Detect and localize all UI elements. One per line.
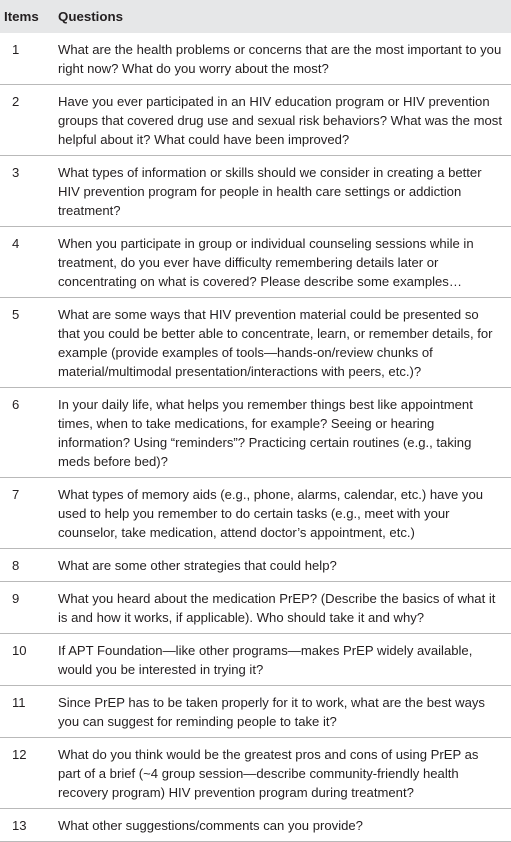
table-header <box>0 0 511 33</box>
item-number: 8 <box>12 558 20 573</box>
question-text: What are some other strategies that could help? <box>58 558 337 573</box>
item-number: 7 <box>12 487 20 502</box>
item-number: 1 <box>12 42 20 57</box>
header-row <box>0 0 511 33</box>
table-row <box>0 227 511 298</box>
item-number: 10 <box>12 643 27 658</box>
question-text: Since PrEP has to be taken properly for it to work, what are the best ways you can suggest for reminding people to take it? <box>58 695 485 729</box>
item-number: 4 <box>12 236 20 251</box>
header-items: Items <box>4 9 39 24</box>
item-number: 12 <box>12 747 27 762</box>
item-number: 3 <box>12 165 20 180</box>
table-row <box>0 33 511 85</box>
table-row <box>0 738 511 809</box>
table-row <box>0 634 511 686</box>
table-row <box>0 686 511 738</box>
table-row <box>0 549 511 582</box>
question-text: If APT Foundation—like other programs—makes PrEP widely available, would you be interested in trying it? <box>58 643 473 677</box>
question-text: In your daily life, what helps you remember things best like appointment times, when to take medications, for example? Seeing or hearing information? Using “reminders”? Practicing certain routines (e.g., taking meds before bed)? <box>58 397 473 469</box>
question-text: What are the health problems or concerns that are the most important to you right now? What do you worry about the most? <box>58 42 502 76</box>
item-number: 11 <box>12 695 26 710</box>
question-text: What types of memory aids (e.g., phone, alarms, calendar, etc.) have you used to help you remember to do certain tasks (e.g., meet with your counselor, take medication, attend doctor’s appointment, etc.) <box>58 487 484 540</box>
header-questions: Questions <box>58 9 124 24</box>
item-number: 2 <box>12 94 20 109</box>
table-row <box>0 582 511 634</box>
table-row <box>0 298 511 388</box>
question-text: What are some ways that HIV prevention material could be presented so that you could be better able to concentrate, learn, or remember details, for example (provide examples of tools—hands-on/review chunks of material/multimodal presentation/interactions with peers, etc.)? <box>58 307 493 379</box>
question-text: What do you think would be the greatest pros and cons of using PrEP as part of a brief (~4 group session—describe community-friendly health recovery program) HIV prevention program during treatment? <box>58 747 479 800</box>
item-number: 5 <box>12 307 20 322</box>
question-text: Have you ever participated in an HIV education program or HIV prevention groups that covered drug use and sexual risk behaviors? What was the most helpful about it? What could have been improved? <box>58 94 502 147</box>
question-text: What types of information or skills should we consider in creating a better HIV prevention program for people in health care settings or addiction treatment? <box>58 165 482 218</box>
table-row <box>0 156 511 227</box>
question-text: What other suggestions/comments can you provide? <box>58 818 363 833</box>
table-row <box>0 388 511 478</box>
table-row <box>0 809 511 842</box>
table-body <box>0 33 511 842</box>
item-number: 9 <box>12 591 20 606</box>
item-number: 6 <box>12 397 20 412</box>
question-text: When you participate in group or individual counseling sessions while in treatment, do you ever have difficulty remembering details later or concentrating on what is covered? Please describe some examples… <box>58 236 474 289</box>
item-number: 13 <box>12 818 27 833</box>
question-text: What you heard about the medication PrEP? (Describe the basics of what it is and how it works, if applicable). Who should take it and why? <box>58 591 496 625</box>
table-row <box>0 85 511 156</box>
table-row <box>0 478 511 549</box>
